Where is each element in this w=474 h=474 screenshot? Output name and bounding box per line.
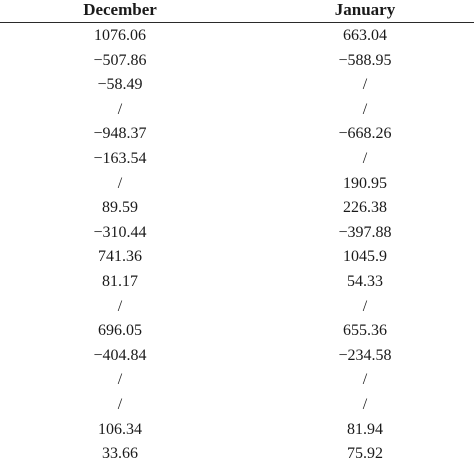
cell-january: / xyxy=(362,395,368,413)
cell-january: −234.58 xyxy=(338,346,392,364)
table-row xyxy=(0,222,474,247)
table-row xyxy=(0,197,474,222)
table-row xyxy=(0,369,474,394)
cell-december: 696.05 xyxy=(98,322,142,340)
cell-december: / xyxy=(117,297,123,315)
header-divider xyxy=(0,22,474,23)
cell-january: −668.26 xyxy=(338,125,392,143)
cell-january: 226.38 xyxy=(343,199,387,217)
column-header-january: January xyxy=(334,0,396,19)
cell-january: 54.33 xyxy=(347,272,383,290)
table-row xyxy=(0,99,474,124)
cell-december: −948.37 xyxy=(93,125,147,143)
cell-january: / xyxy=(362,297,368,315)
cell-january: 75.92 xyxy=(347,445,383,463)
table-row xyxy=(0,443,474,468)
cell-january: 663.04 xyxy=(343,27,387,44)
cell-january: −588.95 xyxy=(338,51,392,69)
table-row xyxy=(0,173,474,198)
cell-december: 33.66 xyxy=(102,445,138,463)
table-row xyxy=(0,246,474,271)
cell-january: 81.94 xyxy=(347,420,383,438)
cell-december: 106.34 xyxy=(98,420,142,438)
cell-december: −310.44 xyxy=(93,223,147,241)
cell-january: 655.36 xyxy=(343,322,387,340)
cell-december: −404.84 xyxy=(93,346,147,364)
table-row xyxy=(0,50,474,75)
cell-december: / xyxy=(117,174,123,192)
cell-december: 1076.06 xyxy=(94,27,146,44)
table-row xyxy=(0,320,474,345)
cell-january: 1045.9 xyxy=(343,248,387,266)
cell-december: −507.86 xyxy=(93,51,147,69)
table-row xyxy=(0,74,474,99)
table-row xyxy=(0,25,474,50)
table-row xyxy=(0,271,474,296)
table-body xyxy=(0,25,474,468)
cell-december: / xyxy=(117,100,123,118)
column-header-december: December xyxy=(83,0,157,19)
table-row xyxy=(0,394,474,419)
table-row xyxy=(0,345,474,370)
cell-december: 741.36 xyxy=(98,248,142,266)
cell-december: / xyxy=(117,395,123,413)
cell-december: 81.17 xyxy=(102,272,138,290)
table-row xyxy=(0,123,474,148)
table-row xyxy=(0,148,474,173)
cell-january: / xyxy=(362,76,368,94)
table-header-row xyxy=(0,0,474,24)
cell-january: 190.95 xyxy=(343,174,387,192)
cell-january: −397.88 xyxy=(338,223,392,241)
cell-january: / xyxy=(362,371,368,389)
table-row xyxy=(0,419,474,444)
cell-december: 89.59 xyxy=(102,199,138,217)
table-row xyxy=(0,296,474,321)
cell-january: / xyxy=(362,100,368,118)
cell-december: −163.54 xyxy=(93,149,147,167)
cell-december: / xyxy=(117,371,123,389)
cell-january: / xyxy=(362,149,368,167)
cell-december: −58.49 xyxy=(97,76,143,94)
